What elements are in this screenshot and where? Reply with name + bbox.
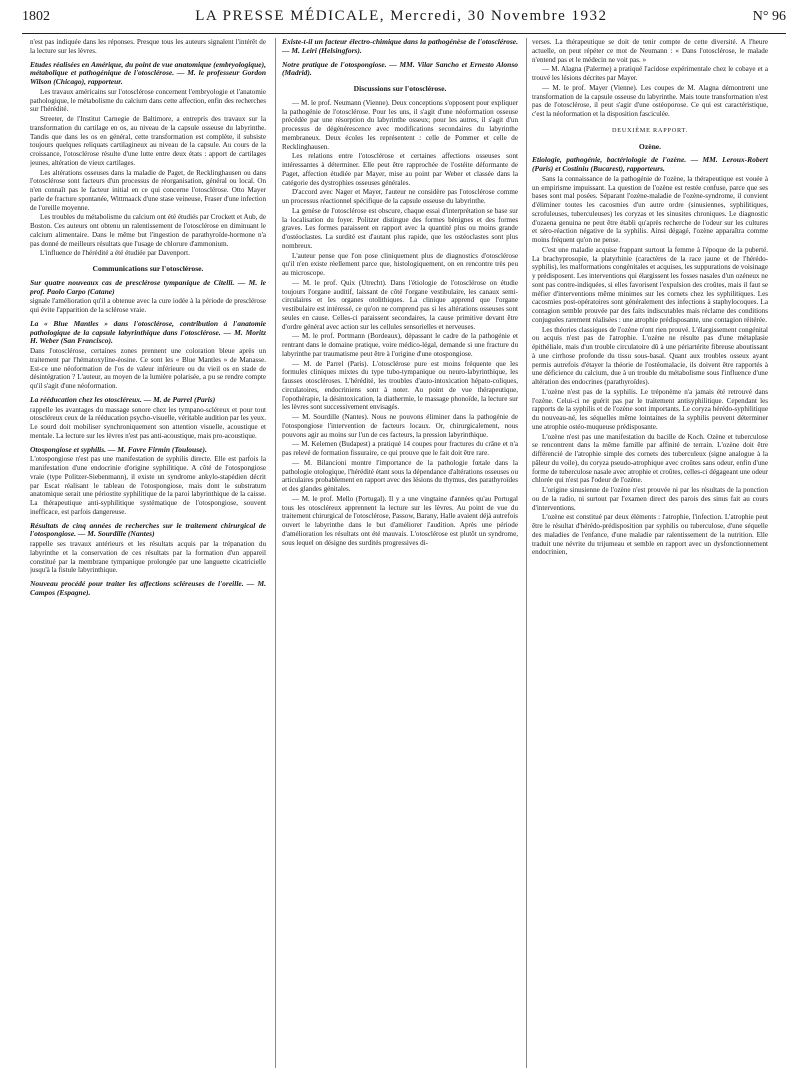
paragraph: signale l'amélioration qu'il a obtenue avec la cure iodée à la période de presclérose qui évite l'apparition de la sclérose vraie. [30, 297, 266, 314]
report-label: DEUXIÈME RAPPORT. [611, 126, 689, 134]
section-heading: Ozène. [638, 141, 662, 151]
paragraph: — M. le prof. Neumann (Vienne). Deux conceptions s'opposent pour expliquer la pathogénie de l'otosclérose. Pour les uns, il s'agit d'une néoformation osseuse précédée par une résorption du labyrinthe osseux; pour les autres, il s'agit d'un processus de dégénérescence avec modifications secondaires du labyrinthe membraneux. Deux écoles les représentent : celle de Pommer et celle de Recklinghausen. [282, 98, 518, 151]
paragraph: — M. le prof. Mello (Portugal). Il y a une vingtaine d'années qu'au Portugal tous les otoscléreux apprennent la lecture sur les lèvres. Au point de vue du traitement chirurgical de l'otosclérose, Passow, Barany, Halle avaient déjà autrefois ouvert le labyrinthe dans le but d'améliorer l'audition. Après une période d'amélioration les résultats ont été mauvais. L'otosclérose est plutôt un syndrome, sous lequel on désigne des surdités progressives di- [282, 494, 518, 547]
paragraph: C'est une maladie acquise frappant surtout la femme à l'époque de la puberté. La brachyprosopie, la platyrhinie (caractères de la race jaune et de l'hérédo-syphilis), les malformations congénitales et acquises, les suppurations de voisinage y prédisposent. Les interventions qui élargissent les fosses nasales d'un ozéneux ne sont pas contre-indiquées, si elles favorisent l'expulsion des croûtes, mais il faut se méfier d'interventions même minimes sur les cornets chez les syphilitiques. Les cacosmies post-opératoires sont généralement des infections à staphylocoques. La contagion semble prouvée par des faits indiscutables mais réclame des conditions conjuguées rarement réalisées : une atrophie prédisposante, une contagion réitérée. [532, 245, 768, 324]
page-header [22, 8, 786, 34]
paragraph: L'auteur pense que l'on pose cliniquement plus de diagnostics d'otosclérose qu'il n'en existe réellement parce que, histologiquement, on en rencontre très peu au microscope. [282, 251, 518, 277]
section-heading: Discussions sur l'otosclérose. [353, 84, 447, 93]
article-heading: Nouveau procédé pour traiter les affections scléreuses de l'oreille. — M. Campos (Espagne). [30, 579, 266, 597]
article-heading: Etiologie, pathogénie, bactériologie de l'ozène. — MM. Leroux-Robert (Paris) et Costiniu (Bucarest), rapporteurs. [532, 155, 768, 173]
article-heading: Otospongiose et syphilis. — M. Favre Firmin (Toulouse). [30, 444, 207, 454]
header-rule [22, 33, 786, 34]
article-heading: La « Blue Mantles » dans l'otosclérose, contribution à l'anatomie pathologique de la capsule labyrinthique dans l'otosclérose. — M. Moritz H. Weber (San Francisco). [30, 318, 266, 346]
paragraph: La genèse de l'otosclérose est obscure, chaque essai d'interprétation se base sur la localisation du foyer. Politzer distingue des formes bénignes et des formes graves. Les formes paraissent en rapport avec la quantité plus ou moins grande d'ostéoclastes. La surdité est d'autant plus rapide, que les ostéoclastes sont plus nombreux. [282, 206, 518, 250]
issue-number: N° 96 [752, 9, 786, 24]
paragraph: — M. le prof. Mayer (Vienne). Les coupes de M. Alagna démontrent une transformation de la capsule osseuse du labyrinthe. Mais toute transformation n'est pas de l'otosclérose, il peut s'agir d'une ostéoporose. Ce qui est caractéristique, c'est la néoformation et la disposition fasciculée. [532, 83, 768, 118]
paragraph: — M. Alagna (Palerme) a pratiqué l'acidose expérimentale chez le cobaye et a trouvé les lésions décrites par Mayer. [532, 65, 768, 82]
paragraph: Les altérations osseuses dans la maladie de Paget, de Recklinghausen ou dans l'otosclérose sont facteurs d'un processus de réorganisation, général ou local. On n'en connaît pas le facteur initial en ce qui concerne l'otosclérose. Otto Mayer parle de fracture spontanée, Wittmaack d'une stase veineuse, Fraser d'une infection de l'oreille moyenne. [30, 168, 266, 212]
paragraph: L'ozène n'est pas de la syphilis. Le tréponème n'a jamais été retrouvé dans l'ozène. Celui-ci ne guérit pas par le traitement antisyphilitique. Cependant les rapports de la syphilis et de l'ozène sont importants. Le coryza hérédo-syphilitique du nouveau-né, les séquelles même lointaines de la syphilis peuvent déterminer une atrophie ostéo-muqueuse prédisposante. [532, 387, 768, 431]
paragraph: D'accord avec Nager et Mayer, l'auteur ne considère pas l'otosclérose comme un processus réactionnel spécifique de la capsule osseuse du labyrinthe. [282, 188, 518, 205]
paragraph: Dans l'otosclérose, certaines zones prennent une coloration bleue après un traitement par l'hématoxyline-éosine. Ce sont les « Blue Mantles » de Manasse. Est-ce une néoformation de l'os de valeur inférieure ou du vieil os en stade de désintégration ? L'auteur, au moyen de la lumière polarisée, a pu se rendre compte qu'il s'agit d'une néoformation. [30, 347, 266, 390]
paragraph: — M. de Parrel (Paris). L'otosclérose pure est moins fréquente que les formules cliniques mixtes du type tubo-tympanique ou neuro-labyrinthique, les fausses otoscléroses. L'hérédité, les troubles d'auto-intoxication hépato-coliques, circulatoires, endocriniens sont à noter. Au point de vue thérapeutique, l'opothérapie, la désintoxication, la diathermie, le massage phonoïde, la lecture sur les lèvres sont successivement envisagés. [282, 359, 518, 412]
paragraph: — M. Kelemen (Budapest) a pratiqué 14 coupes pour fractures du crâne et n'a pas relevé de formation fissuraire, ce qui prouve que le fait doit être rare. [282, 440, 518, 457]
paragraph: L'origine sinusienne de l'ozène n'est prouvée ni par les résultats de la ponction ou de la radio, ni surtout par l'examen direct des parois des sinus fait au cours d'interventions. [532, 486, 768, 512]
paragraph: rappelle les avantages du massage sonore chez les tympano-scléreux et pour tout otoscléreux ceux de la rééducation psycho-visuelle, véritable audition par les yeux. Le sourd doit mobiliser synchroniquement son attention visuelle, acoustique et mentale. La lecture sur les lèvres n'est pas anti-acoustique, mais pro-acoustique. [30, 405, 266, 440]
paragraph: — M. le prof. Quix (Utrecht). Dans l'étiologie de l'otosclérose on étudie toujours l'organe auditif, laissant de côté l'organe vestibulaire, les canaux semi-circulaires et les organes otolithiques. La clinique apprend que l'organe vestibulaire est intéressé, ce qu'on ne comprend pas si les altérations osseuses sont seules en cause. Celles-ci paraissent secondaires, la cause primitive devant être d'ordre général avec action sur les cellules sensorielles et nerveuses. [282, 278, 518, 331]
column-right [532, 38, 768, 1072]
section-heading: Communications sur l'otosclérose. [92, 264, 204, 273]
paragraph: Les théories classiques de l'ozène n'ont rien prouvé. L'élargissement congénital ou acquis n'est pas de l'atrophie. L'ozène ne résulte pas d'une métaplasie épithéliale, mais d'un trouble circulatoire dû à une périartérite fibreuse aboutissant à une cirrhose profonde du tissu sous-basal. Quant aux troubles osseux ayant permis autrefois d'étayer la théorie de l'ostéomalacie, ils doivent être rapportés à une déficience du calcium, due à un trouble du métabolisme sous l'influence d'une altération des endocrines (parathyroïdes). [532, 325, 768, 386]
paragraph: — M. le prof. Portmann (Bordeaux), dépassant le cadre de la pathogénie et rentrant dans le domaine pratique, voire médico-légal, demande si une fracture du labyrinthe par traumatisme peut être à l'origine d'une otospongiose. [282, 332, 518, 358]
column-middle [282, 38, 518, 1072]
article-heading: Etudes réalisées en Amérique, du point de vue anatomique (embryologique), métabolique et pathogénique de l'otosclérose. — M. le professeur Gordon Wilson (Chicago), rapporteur. [30, 59, 266, 86]
paragraph: L'ozène est constitué par deux éléments : l'atrophie, l'infection. L'atrophie peut être le résultat d'hérédo-prédisposition par syphilis ou tuberculose, d'une séquelle des maladies de l'enfance, d'une maladie par ralentissement de la nutrition. Elle traduit une névrite du trijumeau et semble en rapport avec un dysfonctionnement endocrinien, [532, 513, 768, 557]
paragraph: Streeter, de l'Institut Carnegie de Baltimore, a entrepris des travaux sur la transformation du cartilage en os, au niveau de la capsule osseuse du labyrinthe. Tandis que dans les os en général, cette transformation est complète, il subsiste toujours quelques reliquats cartilagineux au niveau de la capsule. Au cours de la croissance, l'otosclérose résulte d'une lutte entre deux états : apport de cartilages jeunes, altération de vieux cartilages. [30, 115, 266, 167]
article-heading: Résultats de cinq années de recherches sur le traitement chirurgical de l'otospongiose. — M. Sourdille (Nantes) [30, 520, 266, 539]
article-heading: La rééducation chez les otoscléreux. — M. de Parrel (Paris) [30, 394, 216, 404]
paragraph: Les troubles du métabolisme du calcium ont été étudiés par Crockett et Aub, de Boston. Ces auteurs ont obtenu un ralentissement de l'otosclérose en diminuant le calcium alimentaire. Dans le même but l'ingestion de parathyroïde-hormone n'a pas donné de meilleurs résultats que l'usage de chlorure d'ammonium. [30, 213, 266, 248]
paragraph: L'otospongiose n'est pas une manifestation de syphilis directe. Elle est parfois la manifestation d'une endocrinie d'origine syphilitique. A côté de l'otospongiose vraie (type Politzer-Siebenmann), il existe un syndrome ankylo-stapédien décrit par Escat réalisant le tableau de l'otospongiose, mais dont le substratum anatomique serait une périostite syphilitique de la paroi labyrinthique de la caisse. La thérapeutique anti-syphilitique systématique de l'otospongiose, souvent inefficace, est parfois dangereuse. [30, 455, 266, 516]
page-number: 1802 [22, 9, 50, 24]
column-divider [275, 38, 276, 1068]
paragraph: n'est pas indiquée dans les réponses. Presque tous les auteurs signalent l'intérêt de la lecture sur les lèvres. [30, 38, 266, 55]
paragraph: — M. Bilancioni montre l'importance de la pathologie fœtale dans la pathologie otologique, l'hérédité étant sous la dépendance d'altérations osseuses ou articulaires probablement en rapport avec des lésions du thymus, des parathyroïdes et des glandes génitales. [282, 458, 518, 493]
column-divider [526, 38, 527, 1068]
paragraph: Les relations entre l'otosclérose et certaines affections osseuses sont intéressantes à déterminer. Elle peut être rapprochée de l'ostéite déformante de Paget, affection étudiée par Mayer, mise au point par Weber et classée dans la catégorie des dystrophies osseuses générales. [282, 152, 518, 187]
journal-title: LA PRESSE MÉDICALE, Mercredi, 30 Novembre 1932 [195, 8, 608, 24]
article-heading: Notre pratique de l'otospongiose. — MM. Vilar Sancho et Ernesto Alonso (Madrid). [282, 59, 518, 78]
paragraph: rappelle ses travaux antérieurs et les résultats acquis par la trépanation du labyrinthe et la conservation de ces résultats par la formation d'un appareil constitué par la membrane tympanique prolongée par une languette cicatricielle jusqu'à la fistule labyrinthique. [30, 540, 266, 575]
article-heading: Sur quatre nouveaux cas de presclérose tympanique de Citelli. — M. le prof. Paolo Carpo (Catane) [30, 277, 266, 296]
paragraph: Sans la connaissance de la pathogénie de l'ozène, la thérapeutique est vouée à un empirisme impuissant. La question de l'ozène est restée confuse, parce que ses bases sont mal posées. Séparant l'ozène-maladie de l'ozène-syndrome, il convient d'éliminer toutes les cacosmies d'un autre ordre (sinusiennes, syphilitiques, scrofuleuses, tuberculeuses) les coryzas et les sinusites chroniques. Le diagnostic d'ozaena genuina ne peut être établi qu'après recherche de l'odeur sur les cultures et séro-réaction négative de la syphilis. Ainsi dégagé, l'ozène apparaîtra comme moins fréquent qu'on ne pense. [532, 174, 768, 244]
article-heading: Existe-t-il un facteur électro-chimique dans la pathogénèse de l'otosclérose. — M. Leiri (Helsingfors). [282, 38, 518, 55]
paragraph: verses. La thérapeutique se doit de tenir compte de cette diversité. A l'heure actuelle, on peut répéter ce mot de Neumann : « Dans l'otosclérose, le malade n'entend pas et le médecin ne voit pas. » [532, 38, 768, 64]
column-left [30, 38, 266, 1072]
paragraph: L'ozène n'est pas une manifestation du bacille de Koch. Ozène et tuberculose se rencontrent dans la même famille par affinité de terrain. L'ozène doit être différencié de l'atrophie simple des cornets des tuberculeux (signe analogue à la pâleur du voile), du coryza pseudo-atrophique avec croûtes sans odeur, enfin d'une forme de tuberculose nasale avec atrophie et croûtes, celles-ci dégageant une odeur chlorée qui n'est pas l'odeur de l'ozène. [532, 432, 768, 485]
paragraph: L'influence de l'hérédité a été étudiée par Davenport. [40, 249, 190, 258]
paragraph: Les travaux américains sur l'otosclérose concernent l'embryologie et l'anatomie pathologique, le métabolisme du calcium dans cette affection, enfin des recherches sur l'hérédité. [30, 87, 266, 114]
paragraph: — M. Sourdille (Nantes). Nous ne pouvons éliminer dans la pathogénie de l'otospongiose l'intervention de facteurs locaux. Or, chirurgicalement, nous pouvons agir au moins sur l'un de ces facteurs, la pression labyrinthique. [282, 413, 518, 439]
